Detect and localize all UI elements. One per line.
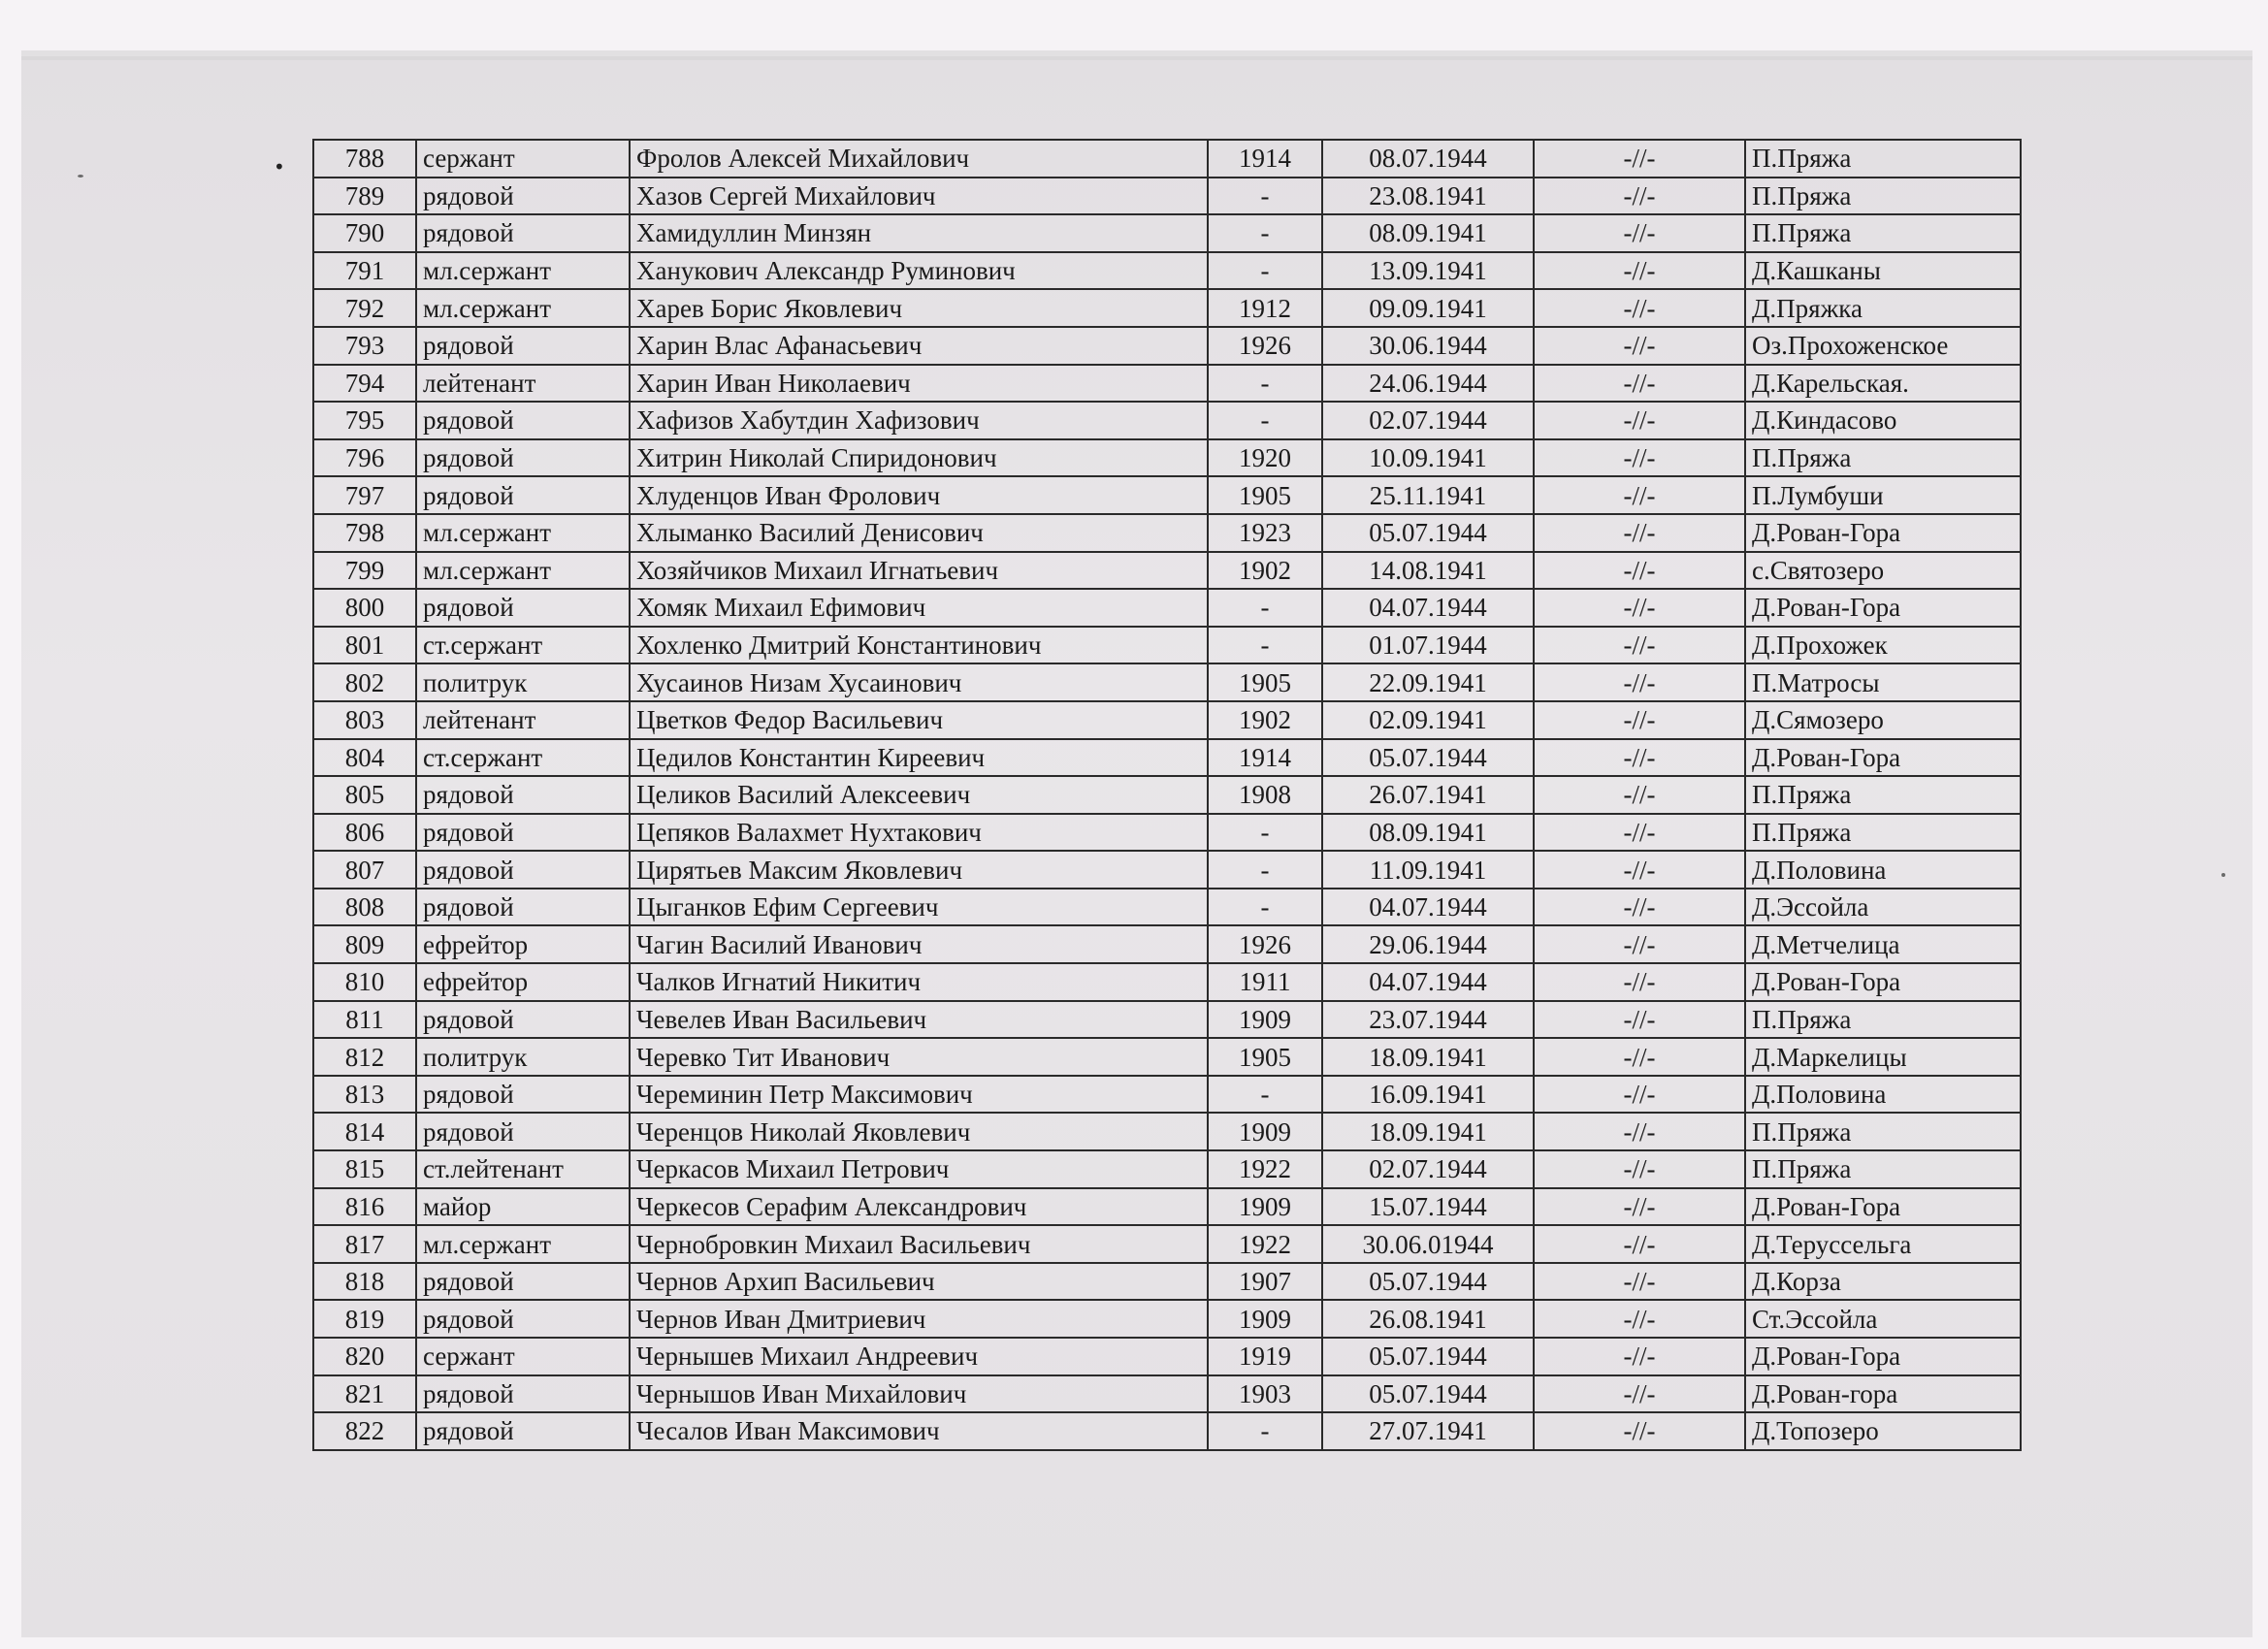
rank-cell: мл.сержант xyxy=(416,514,630,552)
row-number: 800 xyxy=(313,589,416,627)
ditto-cell: -//- xyxy=(1534,589,1745,627)
ditto-cell: -//- xyxy=(1534,1038,1745,1076)
row-number: 789 xyxy=(313,178,416,215)
name-cell: Чалков Игнатий Никитич xyxy=(630,963,1208,1001)
birth-year-cell: - xyxy=(1208,214,1322,252)
burial-place-cell: Д.Топозеро xyxy=(1745,1412,2021,1450)
table-row xyxy=(313,889,2021,926)
row-number: 794 xyxy=(313,365,416,403)
birth-year-cell: 1908 xyxy=(1208,776,1322,814)
rank-cell: мл.сержант xyxy=(416,252,630,290)
scan-edge xyxy=(21,50,2252,60)
row-number: 799 xyxy=(313,552,416,590)
death-date-cell: 02.07.1944 xyxy=(1322,1150,1534,1188)
rank-cell: ефрейтор xyxy=(416,925,630,963)
name-cell: Цыганков Ефим Сергеевич xyxy=(630,889,1208,926)
burial-place-cell: Д.Сямозеро xyxy=(1745,701,2021,739)
burial-place-cell: Д.Рован-Гора xyxy=(1745,1338,2021,1375)
table-row xyxy=(313,1113,2021,1150)
death-date-cell: 26.08.1941 xyxy=(1322,1300,1534,1338)
birth-year-cell: 1905 xyxy=(1208,663,1322,701)
table-row xyxy=(313,140,2021,178)
name-cell: Черенцов Николай Яковлевич xyxy=(630,1113,1208,1150)
burial-place-cell: Д.Рован-Гора xyxy=(1745,963,2021,1001)
registry-table-container xyxy=(312,139,2022,1451)
ditto-cell: -//- xyxy=(1534,1375,1745,1413)
death-date-cell: 14.08.1941 xyxy=(1322,552,1534,590)
burial-place-cell: Д.Рован-Гора xyxy=(1745,514,2021,552)
death-date-cell: 05.07.1944 xyxy=(1322,1338,1534,1375)
name-cell: Харин Иван Николаевич xyxy=(630,365,1208,403)
table-row xyxy=(313,1150,2021,1188)
table-row xyxy=(313,365,2021,403)
birth-year-cell: 1912 xyxy=(1208,289,1322,327)
burial-place-cell: с.Святозеро xyxy=(1745,552,2021,590)
table-row xyxy=(313,814,2021,852)
table-row xyxy=(313,1188,2021,1226)
burial-place-cell: Д.Половина xyxy=(1745,851,2021,889)
burial-place-cell: Д.Рован-Гора xyxy=(1745,589,2021,627)
registry-table-body xyxy=(313,140,2021,1450)
name-cell: Хусаинов Низам Хусаинович xyxy=(630,663,1208,701)
ditto-cell: -//- xyxy=(1534,776,1745,814)
ditto-cell: -//- xyxy=(1534,627,1745,664)
birth-year-cell: - xyxy=(1208,1076,1322,1114)
death-date-cell: 24.06.1944 xyxy=(1322,365,1534,403)
rank-cell: политрук xyxy=(416,1038,630,1076)
birth-year-cell: 1911 xyxy=(1208,963,1322,1001)
row-number: 816 xyxy=(313,1188,416,1226)
ditto-cell: -//- xyxy=(1534,1113,1745,1150)
table-row xyxy=(313,289,2021,327)
ditto-cell: -//- xyxy=(1534,514,1745,552)
birth-year-cell: 1922 xyxy=(1208,1150,1322,1188)
ditto-cell: -//- xyxy=(1534,663,1745,701)
rank-cell: рядовой xyxy=(416,814,630,852)
table-row xyxy=(313,552,2021,590)
rank-cell: рядовой xyxy=(416,776,630,814)
table-row xyxy=(313,963,2021,1001)
death-date-cell: 04.07.1944 xyxy=(1322,963,1534,1001)
row-number: 798 xyxy=(313,514,416,552)
death-date-cell: 11.09.1941 xyxy=(1322,851,1534,889)
birth-year-cell: 1902 xyxy=(1208,701,1322,739)
birth-year-cell: - xyxy=(1208,178,1322,215)
row-number: 807 xyxy=(313,851,416,889)
name-cell: Фролов Алексей Михайлович xyxy=(630,140,1208,178)
death-date-cell: 02.07.1944 xyxy=(1322,402,1534,439)
birth-year-cell: 1926 xyxy=(1208,327,1322,365)
birth-year-cell: - xyxy=(1208,627,1322,664)
name-cell: Харев Борис Яковлевич xyxy=(630,289,1208,327)
row-number: 802 xyxy=(313,663,416,701)
row-number: 808 xyxy=(313,889,416,926)
death-date-cell: 30.06.01944 xyxy=(1322,1225,1534,1263)
rank-cell: рядовой xyxy=(416,476,630,514)
row-number: 822 xyxy=(313,1412,416,1450)
name-cell: Чернышев Михаил Андреевич xyxy=(630,1338,1208,1375)
birth-year-cell: 1923 xyxy=(1208,514,1322,552)
ditto-cell: -//- xyxy=(1534,963,1745,1001)
table-row xyxy=(313,776,2021,814)
row-number: 820 xyxy=(313,1338,416,1375)
table-row xyxy=(313,178,2021,215)
burial-place-cell: Д.Кашканы xyxy=(1745,252,2021,290)
row-number: 812 xyxy=(313,1038,416,1076)
rank-cell: лейтенант xyxy=(416,701,630,739)
burial-place-cell: П.Пряжа xyxy=(1745,1001,2021,1039)
table-row xyxy=(313,663,2021,701)
burial-place-cell: Д.Рован-Гора xyxy=(1745,1188,2021,1226)
name-cell: Хлуденцов Иван Фролович xyxy=(630,476,1208,514)
burial-place-cell: Д.Метчелица xyxy=(1745,925,2021,963)
name-cell: Чевелев Иван Васильевич xyxy=(630,1001,1208,1039)
rank-cell: ст.сержант xyxy=(416,627,630,664)
burial-place-cell: Д.Маркелицы xyxy=(1745,1038,2021,1076)
name-cell: Хитрин Николай Спиридонович xyxy=(630,439,1208,477)
rank-cell: рядовой xyxy=(416,589,630,627)
ditto-cell: -//- xyxy=(1534,889,1745,926)
birth-year-cell: 1914 xyxy=(1208,140,1322,178)
table-row xyxy=(313,1038,2021,1076)
row-number: 797 xyxy=(313,476,416,514)
row-number: 821 xyxy=(313,1375,416,1413)
rank-cell: мл.сержант xyxy=(416,1225,630,1263)
name-cell: Хохленко Дмитрий Константинович xyxy=(630,627,1208,664)
table-row xyxy=(313,476,2021,514)
row-number: 804 xyxy=(313,739,416,777)
burial-place-cell: Д.Корза xyxy=(1745,1263,2021,1301)
name-cell: Хазов Сергей Михайлович xyxy=(630,178,1208,215)
death-date-cell: 08.09.1941 xyxy=(1322,814,1534,852)
name-cell: Черкасов Михаил Петрович xyxy=(630,1150,1208,1188)
burial-place-cell: Д.Карельская. xyxy=(1745,365,2021,403)
table-row xyxy=(313,514,2021,552)
death-date-cell: 05.07.1944 xyxy=(1322,739,1534,777)
birth-year-cell: 1909 xyxy=(1208,1113,1322,1150)
row-number: 788 xyxy=(313,140,416,178)
burial-place-cell: Оз.Прохоженское xyxy=(1745,327,2021,365)
rank-cell: сержант xyxy=(416,1338,630,1375)
birth-year-cell: 1914 xyxy=(1208,739,1322,777)
name-cell: Целиков Василий Алексеевич xyxy=(630,776,1208,814)
death-date-cell: 16.09.1941 xyxy=(1322,1076,1534,1114)
burial-place-cell: П.Пряжа xyxy=(1745,214,2021,252)
row-number: 792 xyxy=(313,289,416,327)
ditto-cell: -//- xyxy=(1534,925,1745,963)
burial-place-cell: Д.Рован-Гора xyxy=(1745,739,2021,777)
burial-place-cell: П.Пряжа xyxy=(1745,178,2021,215)
birth-year-cell: 1905 xyxy=(1208,1038,1322,1076)
burial-place-cell: П.Пряжа xyxy=(1745,776,2021,814)
rank-cell: майор xyxy=(416,1188,630,1226)
rank-cell: политрук xyxy=(416,663,630,701)
ditto-cell: -//- xyxy=(1534,252,1745,290)
row-number: 796 xyxy=(313,439,416,477)
burial-place-cell: П.Матросы xyxy=(1745,663,2021,701)
table-row xyxy=(313,627,2021,664)
death-date-cell: 05.07.1944 xyxy=(1322,1375,1534,1413)
name-cell: Хозяйчиков Михаил Игнатьевич xyxy=(630,552,1208,590)
birth-year-cell: - xyxy=(1208,814,1322,852)
death-date-cell: 10.09.1941 xyxy=(1322,439,1534,477)
death-date-cell: 05.07.1944 xyxy=(1322,514,1534,552)
rank-cell: ст.сержант xyxy=(416,739,630,777)
name-cell: Черевко Тит Иванович xyxy=(630,1038,1208,1076)
ditto-cell: -//- xyxy=(1534,1338,1745,1375)
ditto-cell: -//- xyxy=(1534,289,1745,327)
row-number: 790 xyxy=(313,214,416,252)
burial-place-cell: Д.Эссойла xyxy=(1745,889,2021,926)
name-cell: Чагин Василий Иванович xyxy=(630,925,1208,963)
table-row xyxy=(313,1300,2021,1338)
name-cell: Черкесов Серафим Александрович xyxy=(630,1188,1208,1226)
rank-cell: рядовой xyxy=(416,851,630,889)
ditto-cell: -//- xyxy=(1534,214,1745,252)
name-cell: Хлыманко Василий Денисович xyxy=(630,514,1208,552)
birth-year-cell: 1919 xyxy=(1208,1338,1322,1375)
burial-place-cell: П.Пряжа xyxy=(1745,1113,2021,1150)
ditto-cell: -//- xyxy=(1534,1412,1745,1450)
rank-cell: рядовой xyxy=(416,1375,630,1413)
rank-cell: ефрейтор xyxy=(416,963,630,1001)
name-cell: Чернышов Иван Михайлович xyxy=(630,1375,1208,1413)
row-number: 801 xyxy=(313,627,416,664)
rank-cell: рядовой xyxy=(416,1113,630,1150)
ditto-cell: -//- xyxy=(1534,402,1745,439)
ditto-cell: -//- xyxy=(1534,1076,1745,1114)
rank-cell: сержант xyxy=(416,140,630,178)
birth-year-cell: - xyxy=(1208,252,1322,290)
rank-cell: рядовой xyxy=(416,1300,630,1338)
name-cell: Цепяков Валахмет Нухтакович xyxy=(630,814,1208,852)
row-number: 817 xyxy=(313,1225,416,1263)
death-date-cell: 27.07.1941 xyxy=(1322,1412,1534,1450)
ditto-cell: -//- xyxy=(1534,178,1745,215)
death-date-cell: 23.08.1941 xyxy=(1322,178,1534,215)
death-date-cell: 08.09.1941 xyxy=(1322,214,1534,252)
birth-year-cell: - xyxy=(1208,402,1322,439)
row-number: 814 xyxy=(313,1113,416,1150)
ditto-cell: -//- xyxy=(1534,439,1745,477)
name-cell: Чернов Иван Дмитриевич xyxy=(630,1300,1208,1338)
birth-year-cell: - xyxy=(1208,365,1322,403)
scan-speck xyxy=(2221,873,2225,877)
ditto-cell: -//- xyxy=(1534,327,1745,365)
death-date-cell: 30.06.1944 xyxy=(1322,327,1534,365)
death-date-cell: 04.07.1944 xyxy=(1322,889,1534,926)
birth-year-cell: 1909 xyxy=(1208,1188,1322,1226)
row-number: 809 xyxy=(313,925,416,963)
burial-place-cell: П.Пряжа xyxy=(1745,1150,2021,1188)
burial-place-cell: П.Пряжа xyxy=(1745,814,2021,852)
ditto-cell: -//- xyxy=(1534,1263,1745,1301)
name-cell: Цирятьев Максим Яковлевич xyxy=(630,851,1208,889)
table-row xyxy=(313,1263,2021,1301)
ditto-cell: -//- xyxy=(1534,701,1745,739)
death-date-cell: 04.07.1944 xyxy=(1322,589,1534,627)
row-number: 805 xyxy=(313,776,416,814)
row-number: 815 xyxy=(313,1150,416,1188)
ditto-cell: -//- xyxy=(1534,1300,1745,1338)
rank-cell: рядовой xyxy=(416,214,630,252)
death-date-cell: 01.07.1944 xyxy=(1322,627,1534,664)
ditto-cell: -//- xyxy=(1534,1001,1745,1039)
burial-place-cell: П.Пряжа xyxy=(1745,439,2021,477)
table-row xyxy=(313,439,2021,477)
burial-place-cell: П.Пряжа xyxy=(1745,140,2021,178)
name-cell: Хафизов Хабутдин Хафизович xyxy=(630,402,1208,439)
name-cell: Харин Влас Афанасьевич xyxy=(630,327,1208,365)
death-date-cell: 25.11.1941 xyxy=(1322,476,1534,514)
row-number: 793 xyxy=(313,327,416,365)
birth-year-cell: 1907 xyxy=(1208,1263,1322,1301)
death-date-cell: 13.09.1941 xyxy=(1322,252,1534,290)
death-date-cell: 08.07.1944 xyxy=(1322,140,1534,178)
death-date-cell: 15.07.1944 xyxy=(1322,1188,1534,1226)
death-date-cell: 18.09.1941 xyxy=(1322,1038,1534,1076)
birth-year-cell: 1903 xyxy=(1208,1375,1322,1413)
table-row xyxy=(313,1001,2021,1039)
ditto-cell: -//- xyxy=(1534,851,1745,889)
name-cell: Ханукович Александр Руминович xyxy=(630,252,1208,290)
row-number: 803 xyxy=(313,701,416,739)
death-date-cell: 22.09.1941 xyxy=(1322,663,1534,701)
name-cell: Чернобровкин Михаил Васильевич xyxy=(630,1225,1208,1263)
row-number: 806 xyxy=(313,814,416,852)
rank-cell: ст.лейтенант xyxy=(416,1150,630,1188)
name-cell: Чернов Архип Васильевич xyxy=(630,1263,1208,1301)
birth-year-cell: - xyxy=(1208,851,1322,889)
ditto-cell: -//- xyxy=(1534,1150,1745,1188)
margin-mark: • xyxy=(274,155,285,178)
rank-cell: рядовой xyxy=(416,327,630,365)
birth-year-cell: 1926 xyxy=(1208,925,1322,963)
row-number: 810 xyxy=(313,963,416,1001)
birth-year-cell: - xyxy=(1208,1412,1322,1450)
birth-year-cell: 1902 xyxy=(1208,552,1322,590)
name-cell: Хамидуллин Минзян xyxy=(630,214,1208,252)
row-number: 795 xyxy=(313,402,416,439)
row-number: 791 xyxy=(313,252,416,290)
name-cell: Чесалов Иван Максимович xyxy=(630,1412,1208,1450)
table-row xyxy=(313,327,2021,365)
birth-year-cell: - xyxy=(1208,589,1322,627)
rank-cell: рядовой xyxy=(416,1001,630,1039)
burial-place-cell: Д.Теруссельга xyxy=(1745,1225,2021,1263)
row-number: 818 xyxy=(313,1263,416,1301)
rank-cell: рядовой xyxy=(416,1412,630,1450)
burial-place-cell: Д.Пряжка xyxy=(1745,289,2021,327)
rank-cell: лейтенант xyxy=(416,365,630,403)
rank-cell: рядовой xyxy=(416,402,630,439)
ditto-cell: -//- xyxy=(1534,1225,1745,1263)
death-date-cell: 09.09.1941 xyxy=(1322,289,1534,327)
rank-cell: рядовой xyxy=(416,889,630,926)
ditto-cell: -//- xyxy=(1534,140,1745,178)
row-number: 819 xyxy=(313,1300,416,1338)
table-row xyxy=(313,1076,2021,1114)
row-number: 813 xyxy=(313,1076,416,1114)
death-date-cell: 26.07.1941 xyxy=(1322,776,1534,814)
rank-cell: рядовой xyxy=(416,1076,630,1114)
birth-year-cell: 1905 xyxy=(1208,476,1322,514)
ditto-cell: -//- xyxy=(1534,365,1745,403)
name-cell: Цветков Федор Васильевич xyxy=(630,701,1208,739)
burial-place-cell: Д.Рован-гора xyxy=(1745,1375,2021,1413)
table-row xyxy=(313,739,2021,777)
death-date-cell: 29.06.1944 xyxy=(1322,925,1534,963)
burial-place-cell: Д.Половина xyxy=(1745,1076,2021,1114)
table-row xyxy=(313,701,2021,739)
rank-cell: мл.сержант xyxy=(416,289,630,327)
birth-year-cell: 1920 xyxy=(1208,439,1322,477)
ditto-cell: -//- xyxy=(1534,814,1745,852)
table-row xyxy=(313,589,2021,627)
rank-cell: мл.сержант xyxy=(416,552,630,590)
burial-place-cell: Д.Киндасово xyxy=(1745,402,2021,439)
birth-year-cell: 1909 xyxy=(1208,1300,1322,1338)
ditto-cell: -//- xyxy=(1534,739,1745,777)
table-row xyxy=(313,1412,2021,1450)
birth-year-cell: - xyxy=(1208,889,1322,926)
ditto-cell: -//- xyxy=(1534,476,1745,514)
table-row xyxy=(313,1375,2021,1413)
death-date-cell: 23.07.1944 xyxy=(1322,1001,1534,1039)
birth-year-cell: 1922 xyxy=(1208,1225,1322,1263)
name-cell: Хомяк Михаил Ефимович xyxy=(630,589,1208,627)
table-row xyxy=(313,214,2021,252)
registry-table xyxy=(312,139,2022,1451)
table-row xyxy=(313,851,2021,889)
table-row xyxy=(313,1225,2021,1263)
ditto-cell: -//- xyxy=(1534,1188,1745,1226)
birth-year-cell: 1909 xyxy=(1208,1001,1322,1039)
name-cell: Череминин Петр Максимович xyxy=(630,1076,1208,1114)
table-row xyxy=(313,925,2021,963)
rank-cell: рядовой xyxy=(416,178,630,215)
burial-place-cell: Д.Прохожек xyxy=(1745,627,2021,664)
row-number: 811 xyxy=(313,1001,416,1039)
name-cell: Цедилов Константин Киреевич xyxy=(630,739,1208,777)
table-row xyxy=(313,402,2021,439)
burial-place-cell: Ст.Эссойла xyxy=(1745,1300,2021,1338)
death-date-cell: 02.09.1941 xyxy=(1322,701,1534,739)
death-date-cell: 05.07.1944 xyxy=(1322,1263,1534,1301)
table-row xyxy=(313,252,2021,290)
ditto-cell: -//- xyxy=(1534,552,1745,590)
table-row xyxy=(313,1338,2021,1375)
scan-speck xyxy=(78,175,83,178)
burial-place-cell: П.Лумбуши xyxy=(1745,476,2021,514)
rank-cell: рядовой xyxy=(416,439,630,477)
death-date-cell: 18.09.1941 xyxy=(1322,1113,1534,1150)
rank-cell: рядовой xyxy=(416,1263,630,1301)
